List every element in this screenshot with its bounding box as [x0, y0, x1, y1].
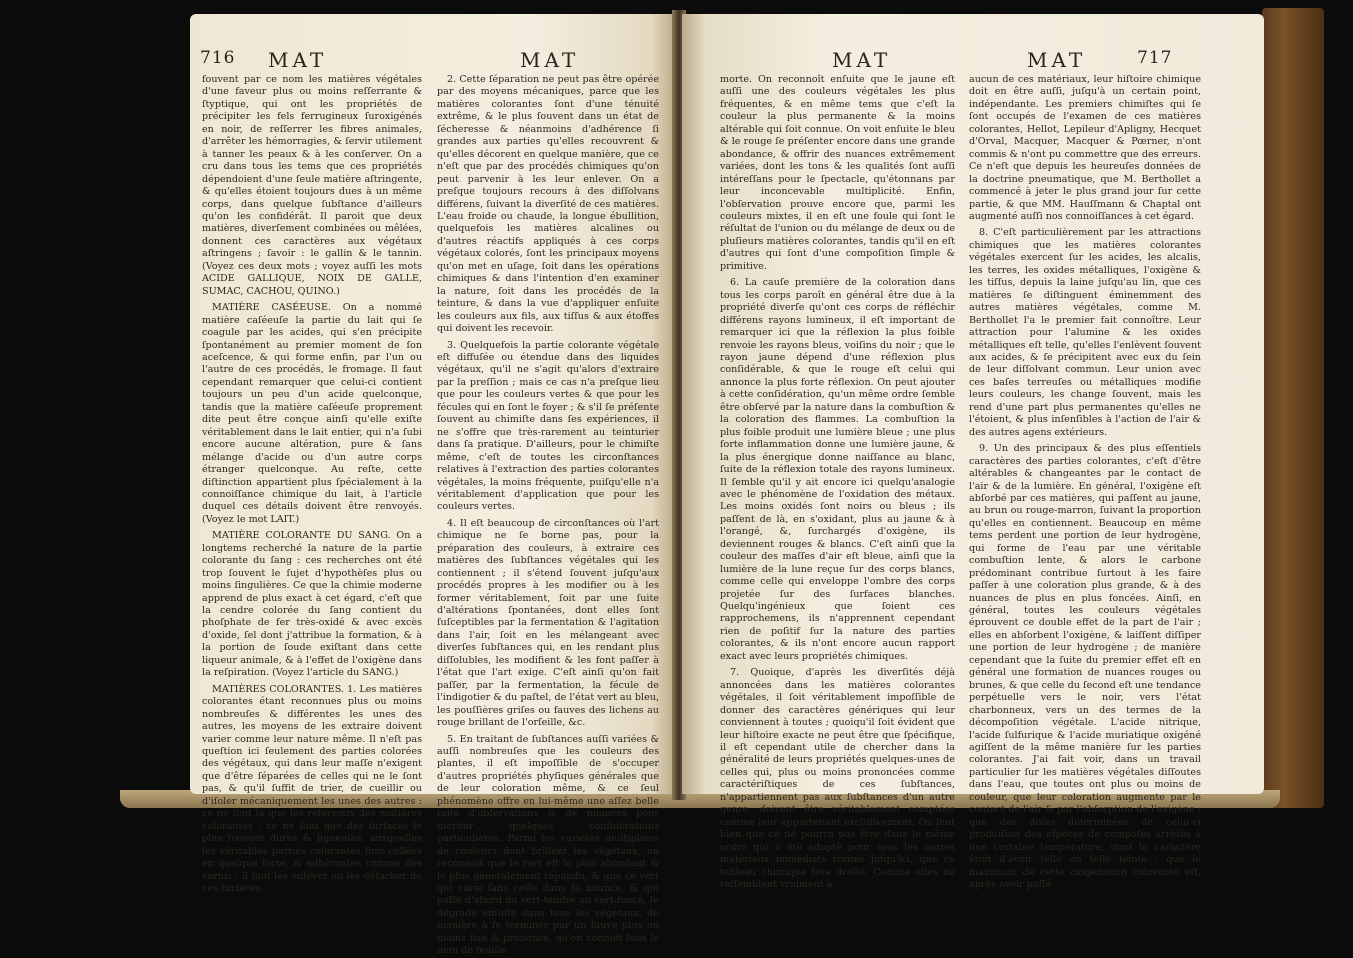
- paragraph: 7. Quoique, d'après les diverſités déjà annoncées dans les matières colorantes végétales, il ſoit véritablement impoſſible de donner des caractères génériques qui leur conviennent à toutes ; quoiqu'il ſoit évident que leur hiſtoire exacte ne peut être que ſpécifique, il eſt cependant utile de chercher dans la généralité de leurs propriétés quelques-unes de celles qui, plus ou moins prononcées comme caractériſtiques de ces ſubſtances, n'appartiennent pas aux ſubſtances d'un autre genre, doivent être véritablement comptées comme leur appartenant excluſivement. On ſent bien que ce ne pourra pas être dans le même ordre qui a été adopté pour tous les autres matériaux immédiats traités juſqu'ici, que ce tableau chimique ſera dreſſé. Comme elles ne reſſemblent vraiment à: [720, 667, 955, 890]
- paragraph: 2. Cette ſéparation ne peut pas être opérée par des moyens mécaniques, parce que les matières colorantes ſont d'une ténuité extrême, & le plus ſouvent dans un état de ſécheresse & néanmoins d'adhérence ſi grandes aux parties qu'elles recouvrent & qu'elles décorent en quelque manière, que ce n'eſt que par des procédés chimiques qu'on peut parvenir à les leur enlever. On a preſque toujours recours à des diſſolvans différens, ſuivant la diverſité de ces matières. L'eau froide ou chaude, la longue ébullition, quelquefois les matières alcalines ou d'autres réactifs appliqués à ces corps végétaux colorés, ſont les principaux moyens qu'on met en uſage, ſoit dans les opérations chimiques & dans l'intention d'en examiner la nature, ſoit dans les procédés de la teinture, & dans la vue d'appliquer enſuite les couleurs aux fils, aux tiſſus & aux étoffes qui doivent les recevoir.: [437, 74, 659, 335]
- paragraph: 6. La cauſe première de la coloration dans tous les corps paroît en général être due à la propriété diverſe qu'ont ces corps de réfléchir différens rayons lumineux, il eſt important de remarquer ici que la réflexion la plus foible renvoie les rayons bleus, voiſins du noir ; que le rayon jaune dépend d'une réflexion plus conſidérable, & que le rouge eſt celui qui annonce la plus forte réflexion. On peut ajouter à cette conſidération, qu'un même ordre ſemble être obſervé par la nature dans la combuſtion & la coloration des flammes. La combuſtion la plus foible produit une lumière bleue ; une plus forte inflammation donne une lumière jaune, & la plus énergique donne naiſſance au blanc, ſuite de la réflexion totale des rayons lumineux. Il ſemble qu'il y ait encore ici quelqu'analogie avec le phénomène de l'oxidation des métaux. Les moins oxidés ſont noirs ou bleus ; ils paſſent de là, en s'oxidant, plus au jaune & à l'orangé, &, ſurchargés d'oxigène, ils deviennent rouges & blancs. C'eſt ainſi que la couleur des maſſes d'air eſt bleue, ainſi que la lumière de la lune reçue ſur des corps blancs, comme celle qui enveloppe l'ombre des corps projetée ſur des ſurfaces blanches. Quelqu'ingénieux que ſoient ces rapprochemens, ils n'apprennent cependant rien de poſitif ſur la nature des parties colorantes, & ils n'ont encore aucun rapport exact avec leurs propriétés chimiques.: [720, 277, 955, 662]
- left-running-head-right: MAT: [520, 48, 580, 72]
- paragraph: MATIÈRES COLORANTES. 1. Les matières colorantes étant reconnues plus ou moins nombreuſes & différentes les unes des autres, les moyens de les extraire doivent varier comme leur nature même. Il n'eſt pas queſtion ici ſeulement des parties colorées des végétaux, qui dans leur maſſe n'exigent que d'être ſéparées de celles qui ne le ſont pas, & qu'il ſuffit de trier, de cueillir ou d'iſoler mécaniquement les unes des autres : ce ne ſont là que les réſervoirs des matières colorantes ; ce ne ſont que des ſurfaces le plus ſouvent dures & ligneuſes, auxquelles les véritables parties colorantes ſont collées en quelque ſorte, & adhérentes comme des vernis : il faut les enlever ou les détacher de ces ſurfaces.: [202, 683, 422, 894]
- paragraph: 5. En traitant de ſubſtances auſſi variées & auſſi nombreuſes que les couleurs des plantes, il eſt impoſſible de s'occuper d'autres propriétés phyſiques générales que de leur coloration même, & ce ſeul phénomène offre en lui-même une aſſez belle ſuite d'obſervations & de nuances pour mériter quelques conſidérations particulières. Parmi les variétés multipliées de couleurs dont brillent les végétaux, on reconnoît que le vert eſt le plus abondant & le plus généralement répandu, & que ce vert qui varie ſans ceſſe dans ſa nuance, & qui paſſe d'abord du vert-tendre au vert-foncé, ſe dégrade enſuite dans tous les végétaux, de manière à ſe terminer par un fauve plus ou moins fixe & prononcé, qu'on connoît ſous le nom de feuille: [437, 733, 659, 957]
- paragraph: 4. Il eſt beaucoup de circonſtances où l'art chimique ne ſe borne pas, pour la préparation des couleurs, à extraire ces matières des ſubſtances végétales qui les contiennent ; il s'étend ſouvent juſqu'aux procédés propres à les modifier ou à les former véritablement, ſoit par une ſuite d'altérations ſpontanées, dont elles ſont ſuſceptibles par la fermentation & l'agitation dans l'air, ſoit en les mélangeant avec diverſes ſubſtances qui, en les rendant plus diſſolubles, les modifient & les font paſſer à l'état que l'art exige. C'eſt ainſi qu'on fait paſſer, par la fermentation, la fécule de l'indigotier & du paſtel, de l'état vert au bleu, les pouſſières griſes ou fauves des lichens au rouge brillant de l'orſeille, &c.: [437, 517, 659, 729]
- paragraph: 9. Un des principaux & des plus eſſentiels caractères des parties colorantes, c'eſt d'être altérables & changeantes par le contact de l'air & de la lumière. En général, l'oxigène eſt abſorbé par ces matières, qui paſſent au jaune, au brun ou rouge-marron, ſuivant la proportion qu'elles en contiennent. Beaucoup en même tems perdent une portion de leur hydrogène, qui forme de l'eau par une véritable combuſtion lente, & alors le carbone prédominant contribue ſurtout à les faire paſſer à une coloration plus grande, & à des nuances de plus en plus foncées. Ainſi, en général, toutes les couleurs végétales éprouvent ce double effet de la part de l'air ; elles en abſorbent l'oxigène, & laiſſent diſſiper une portion de leur hydrogène ; de manière cependant que la ſuite du premier effet eſt en général une formation de nuances rouges ou brunes, & que celle du ſecond eſt une tendance perpétuelle vers le noir, vers l'état charbonneux, vers un des termes de la décompoſition végétale. L'acide nitrique, l'acide ſulfurique & l'acide muriatique oxigéné agiſſent de la même manière ſur les parties colorantes. J'ai fait voir, dans un travail particulier ſur les matières végétales diſſoutes dans l'eau, que toutes ont plus ou moins de couleur, que leur coloration augmente par le contact de l'air & par l'abſorption de l'oxigène ; que des doſes déterminées de celui-ci produiſent des eſpèces de compoſés arrêtés à une certaine température, dont le caractère étoit d'avoir telle ou telle teinte ; que le maximum de cette oxigénation colorante eſt, après avoir paſſé: [969, 443, 1201, 890]
- paragraph: fouvent par ce nom les matières végétales d'une faveur plus ou moins reſſerrante & ſtyptique, qui ont les propriétés de précipiter les fels ferrugineux ſuroxigénés en noir, de reſſerrer les fibres animales, d'arrêter les hémorragies, & ſervir utilement à tanner les peaux & à les conſerver. On a cru dans tous les tems que ces propriétés dépendoient d'une ſeule matière aſtringente, & qu'elles étoient toujours dues à un même corps, dans quelque ſubſtance d'ailleurs qu'on les confidérât. Il paroit que deux matières, diverſement combinées ou mêlées, donnent ces caractères aux végétaux aſtringens ; ſavoir : le gallin & le tannin. (Voyez ces deux mots ; voyez auſſi les mots ACIDE GALLIQUE, NOIX DE GALLE, SUMAC, CACHOU, QUINO.): [202, 74, 422, 297]
- left-running-head: [190, 22, 675, 72]
- right-running-head-left: MAT: [832, 48, 892, 72]
- right-page-column-1: [720, 74, 955, 890]
- right-running-head: [682, 22, 1264, 72]
- paragraph: morte. On reconnoît enſuite que le jaune eſt auſſi une des couleurs végétales les plus fréquentes, & en même tems que c'eſt la couleur la plus permanente & la moins altérable qui ſoit connue. On voit enſuite le bleu & le rouge ſe préſenter encore dans une grande abondance, & offrir des nuances extrêmement variées, dont les tons & les qualités ſont auſſi intéreſſans pour le ſpectacle, qu'étonnans par leur inconcevable multiplicité. Enfin, l'obſervation prouve encore que, parmi les couleurs mixtes, il en eſt une foule qui ſont le réſultat de l'union ou du mélange de deux ou de pluſieurs matières colorantes, tandis qu'il en eſt d'autres qui ſont d'une compoſition ſimple & primitive.: [720, 74, 955, 272]
- book-cover-edge: [1262, 8, 1324, 808]
- paragraph: 3. Quelquefois la partie colorante végétale eſt diffuſée ou étendue dans des liquides végétaux, qu'il ne s'agit qu'alors d'extraire par la preſſion ; mais ce cas n'a preſque lieu que pour les couleurs vertes & que pour les fécules qui en ſont le foyer ; & s'il ſe préſente ſouvent au chimiſte dans ſes expériences, il ne s'offre que très-rarement au teinturier dans ſa pratique. D'ailleurs, pour le chimiſte même, c'eſt de toutes les circonſtances relatives à l'extraction des parties colorantes végétales, la moins fréquente, puiſqu'elle n'a véritablement d'application que pour les couleurs vertes.: [437, 339, 659, 513]
- right-page-column-2: [969, 74, 1201, 890]
- left-page-column-2: [437, 74, 659, 957]
- paragraph: 8. C'eſt particulièrement par les attractions chimiques que les matières colorantes végétales exercent ſur les acides, les alcalis, les terres, les oxides métalliques, l'oxigène & les tiſſus, depuis la laine juſqu'au lin, que ces matières ſe diſtinguent éminemment des autres matières végétales, comme M. Berthollet l'a le premier fait connoître. Leur attraction pour l'alumine & les oxides métalliques eſt telle, qu'elles l'enlèvent ſouvent aux acides, & ſe précipitent avec eux du ſein de leur diſſolvant commun. Leur union avec ces baſes terreuſes ou métalliques modifie leurs couleurs, les change ſouvent, mais les rend d'une part plus permanentes qu'elles ne l'étoient, & plus inſenſibles à l'action de l'air & des autres agens extérieurs.: [969, 227, 1201, 438]
- left-page-column-1: [202, 74, 422, 894]
- paragraph: MATIÈRE CASÉEUSE. On a nommé matière caſéeuſe la partie du lait qui ſe coagule par les acides, qui s'en précipite ſpontanément au premier moment de ſon aceſcence, & qui forme enfin, par l'un ou l'autre de ces procédés, le fromage. Il faut cependant remarquer que celui-ci contient toujours un peu d'un acide quelconque, tandis que la matière caſéeuſe proprement dite peut être conçue ainſi qu'elle exiſte véritablement dans le lait entier, qui n'a ſubi encore aucune altération, pure & ſans mélange d'acide ou d'un autre corps étranger quelconque. Au reſte, cette diſtinction appartient plus ſpécialement à la connoiſſance chimique du lait, à l'article duquel ces détails doivent être renvoyés. (Voyez le mot LAIT.): [202, 302, 422, 525]
- right-running-head-right: MAT: [1027, 48, 1087, 72]
- paragraph: MATIÈRE COLORANTE DU SANG. On a longtems recherché la nature de la partie colorante du ſang : ces recherches ont été trop ſouvent le ſujet d'hypothèſes plus ou moins ſingulières. Ce que la chimie moderne apprend de plus exact à cet égard, c'eſt que la cendre colorée du ſang contient du phoſphate de fer très-oxidé & avec excès d'oxide, ſel dont j'attribue la formation, & à la portion de ſoude exiſtant dans cette liqueur animale, & à l'effet de l'oxigène dans la reſpiration. (Voyez l'article du SANG.): [202, 530, 422, 679]
- right-page-number: 717: [1137, 48, 1173, 68]
- left-page-number: 716: [200, 48, 236, 68]
- left-page: [190, 14, 675, 957]
- right-page: [682, 14, 1264, 890]
- left-running-head-left: MAT: [268, 48, 328, 72]
- paragraph: aucun de ces matériaux, leur hiſtoire chimique doit en être auſſi, juſqu'à un certain point, indépendante. Les premiers chimiſtes qui ſe ſont occupés de l'examen de ces matières colorantes, Hellot, Lepileur d'Apligny, Hecquet d'Orval, Macquer, Macquer & Pœrner, n'ont commis & n'ont pu commettre que des erreurs. Ce n'eſt que depuis les heureuſes données de la doctrine pneumatique, que M. Berthollet a commencé à jeter le plus grand jour ſur cette partie, & que MM. Hauſſmann & Chaptal ont augmenté auſſi nos connoiſſances à cet égard.: [969, 74, 1201, 222]
